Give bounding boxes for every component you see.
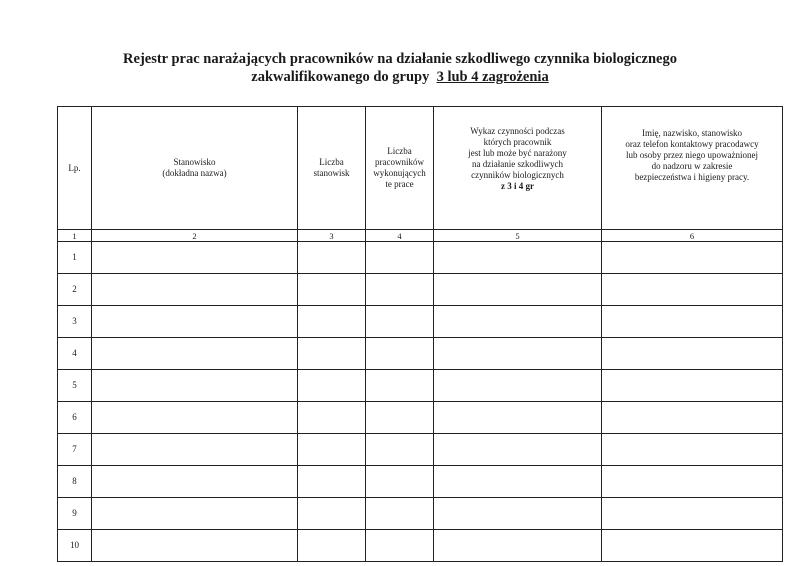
cell-stanowisko[interactable] <box>92 434 298 466</box>
table-row <box>58 402 783 434</box>
table-row <box>58 370 783 402</box>
cell-liczba-pracownikow[interactable] <box>366 402 434 434</box>
cell-stanowisko[interactable] <box>92 370 298 402</box>
cell-wykaz-czynnosci[interactable] <box>434 370 602 402</box>
table-header-row <box>58 107 783 230</box>
cell-liczba-pracownikow[interactable] <box>366 274 434 306</box>
cell-osoba-nadzorujaca[interactable] <box>602 530 783 562</box>
cell-liczba-pracownikow[interactable] <box>366 466 434 498</box>
cell-osoba-nadzorujaca[interactable] <box>602 338 783 370</box>
row-number: 8 <box>58 466 92 498</box>
cell-liczba-pracownikow[interactable] <box>366 498 434 530</box>
header-liczba-pracownikow: Liczba pracowników wykonujących te prace <box>366 107 434 230</box>
cell-liczba-pracownikow[interactable] <box>366 306 434 338</box>
register-table <box>57 106 783 562</box>
cell-wykaz-czynnosci[interactable] <box>434 466 602 498</box>
cell-liczba-stanowisk[interactable] <box>298 466 366 498</box>
table-row <box>58 338 783 370</box>
title-line-1: Rejestr prac narażających pracowników na działanie szkodliwego czynnika biologicznego <box>123 51 677 67</box>
header-lp: Lp. <box>58 107 92 230</box>
cell-wykaz-czynnosci[interactable] <box>434 530 602 562</box>
cell-osoba-nadzorujaca[interactable] <box>602 402 783 434</box>
row-number: 1 <box>58 242 92 274</box>
cell-liczba-pracownikow[interactable] <box>366 370 434 402</box>
row-number: 10 <box>58 530 92 562</box>
row-number: 5 <box>58 370 92 402</box>
header-wykaz-czynnosci-group: z 3 i 4 gr <box>501 181 534 191</box>
cell-liczba-stanowisk[interactable] <box>298 242 366 274</box>
cell-osoba-nadzorujaca[interactable] <box>602 274 783 306</box>
cell-osoba-nadzorujaca[interactable] <box>602 498 783 530</box>
column-number: 6 <box>602 230 783 242</box>
column-number: 5 <box>434 230 602 242</box>
header-osoba-nadzorujaca: Imię, nazwisko, stanowisko oraz telefon kontaktowy pracodawcy lub osoby przez niego upoważnionej do nadzoru w zakresie bezpieczeństwa i higieny pracy. <box>602 107 783 230</box>
cell-osoba-nadzorujaca[interactable] <box>602 306 783 338</box>
row-number: 7 <box>58 434 92 466</box>
cell-osoba-nadzorujaca[interactable] <box>602 466 783 498</box>
column-number: 3 <box>298 230 366 242</box>
title-line-2-prefix: zakwalifikowanego do grupy <box>251 69 430 85</box>
table-row <box>58 530 783 562</box>
cell-wykaz-czynnosci[interactable] <box>434 434 602 466</box>
cell-stanowisko[interactable] <box>92 498 298 530</box>
cell-liczba-stanowisk[interactable] <box>298 306 366 338</box>
cell-wykaz-czynnosci[interactable] <box>434 402 602 434</box>
header-liczba-stanowisk: Liczba stanowisk <box>298 107 366 230</box>
table-row <box>58 466 783 498</box>
cell-liczba-pracownikow[interactable] <box>366 338 434 370</box>
column-number-row <box>58 230 783 242</box>
cell-liczba-stanowisk[interactable] <box>298 402 366 434</box>
row-number: 3 <box>58 306 92 338</box>
column-number: 1 <box>58 230 92 242</box>
cell-liczba-pracownikow[interactable] <box>366 242 434 274</box>
row-number: 4 <box>58 338 92 370</box>
cell-stanowisko[interactable] <box>92 306 298 338</box>
register-body <box>58 242 783 562</box>
table-row <box>58 306 783 338</box>
header-stanowisko: Stanowisko (dokładna nazwa) <box>92 107 298 230</box>
cell-liczba-stanowisk[interactable] <box>298 370 366 402</box>
title-threat-group: 3 lub 4 zagrożenia <box>436 69 549 85</box>
cell-stanowisko[interactable] <box>92 530 298 562</box>
cell-liczba-stanowisk[interactable] <box>298 274 366 306</box>
cell-stanowisko[interactable] <box>92 402 298 434</box>
cell-liczba-stanowisk[interactable] <box>298 434 366 466</box>
cell-liczba-stanowisk[interactable] <box>298 530 366 562</box>
table-row <box>58 434 783 466</box>
cell-stanowisko[interactable] <box>92 338 298 370</box>
header-wykaz-czynnosci <box>434 107 602 230</box>
cell-wykaz-czynnosci[interactable] <box>434 242 602 274</box>
cell-wykaz-czynnosci[interactable] <box>434 498 602 530</box>
cell-liczba-stanowisk[interactable] <box>298 498 366 530</box>
column-number: 2 <box>92 230 298 242</box>
cell-stanowisko[interactable] <box>92 242 298 274</box>
row-number: 6 <box>58 402 92 434</box>
table-row <box>58 274 783 306</box>
cell-osoba-nadzorujaca[interactable] <box>602 242 783 274</box>
title-line-2 <box>0 68 800 86</box>
cell-osoba-nadzorujaca[interactable] <box>602 434 783 466</box>
cell-liczba-pracownikow[interactable] <box>366 530 434 562</box>
table-row <box>58 242 783 274</box>
cell-wykaz-czynnosci[interactable] <box>434 306 602 338</box>
cell-stanowisko[interactable] <box>92 274 298 306</box>
row-number: 2 <box>58 274 92 306</box>
header-wykaz-czynnosci-text: Wykaz czynności podczas których pracownik jest lub może być narażony na działanie szkodliwych czynników biologicznych <box>468 126 567 180</box>
document-title <box>0 50 800 86</box>
cell-stanowisko[interactable] <box>92 466 298 498</box>
table-row <box>58 498 783 530</box>
cell-liczba-pracownikow[interactable] <box>366 434 434 466</box>
cell-liczba-stanowisk[interactable] <box>298 338 366 370</box>
cell-osoba-nadzorujaca[interactable] <box>602 370 783 402</box>
cell-wykaz-czynnosci[interactable] <box>434 274 602 306</box>
row-number: 9 <box>58 498 92 530</box>
column-number: 4 <box>366 230 434 242</box>
cell-wykaz-czynnosci[interactable] <box>434 338 602 370</box>
